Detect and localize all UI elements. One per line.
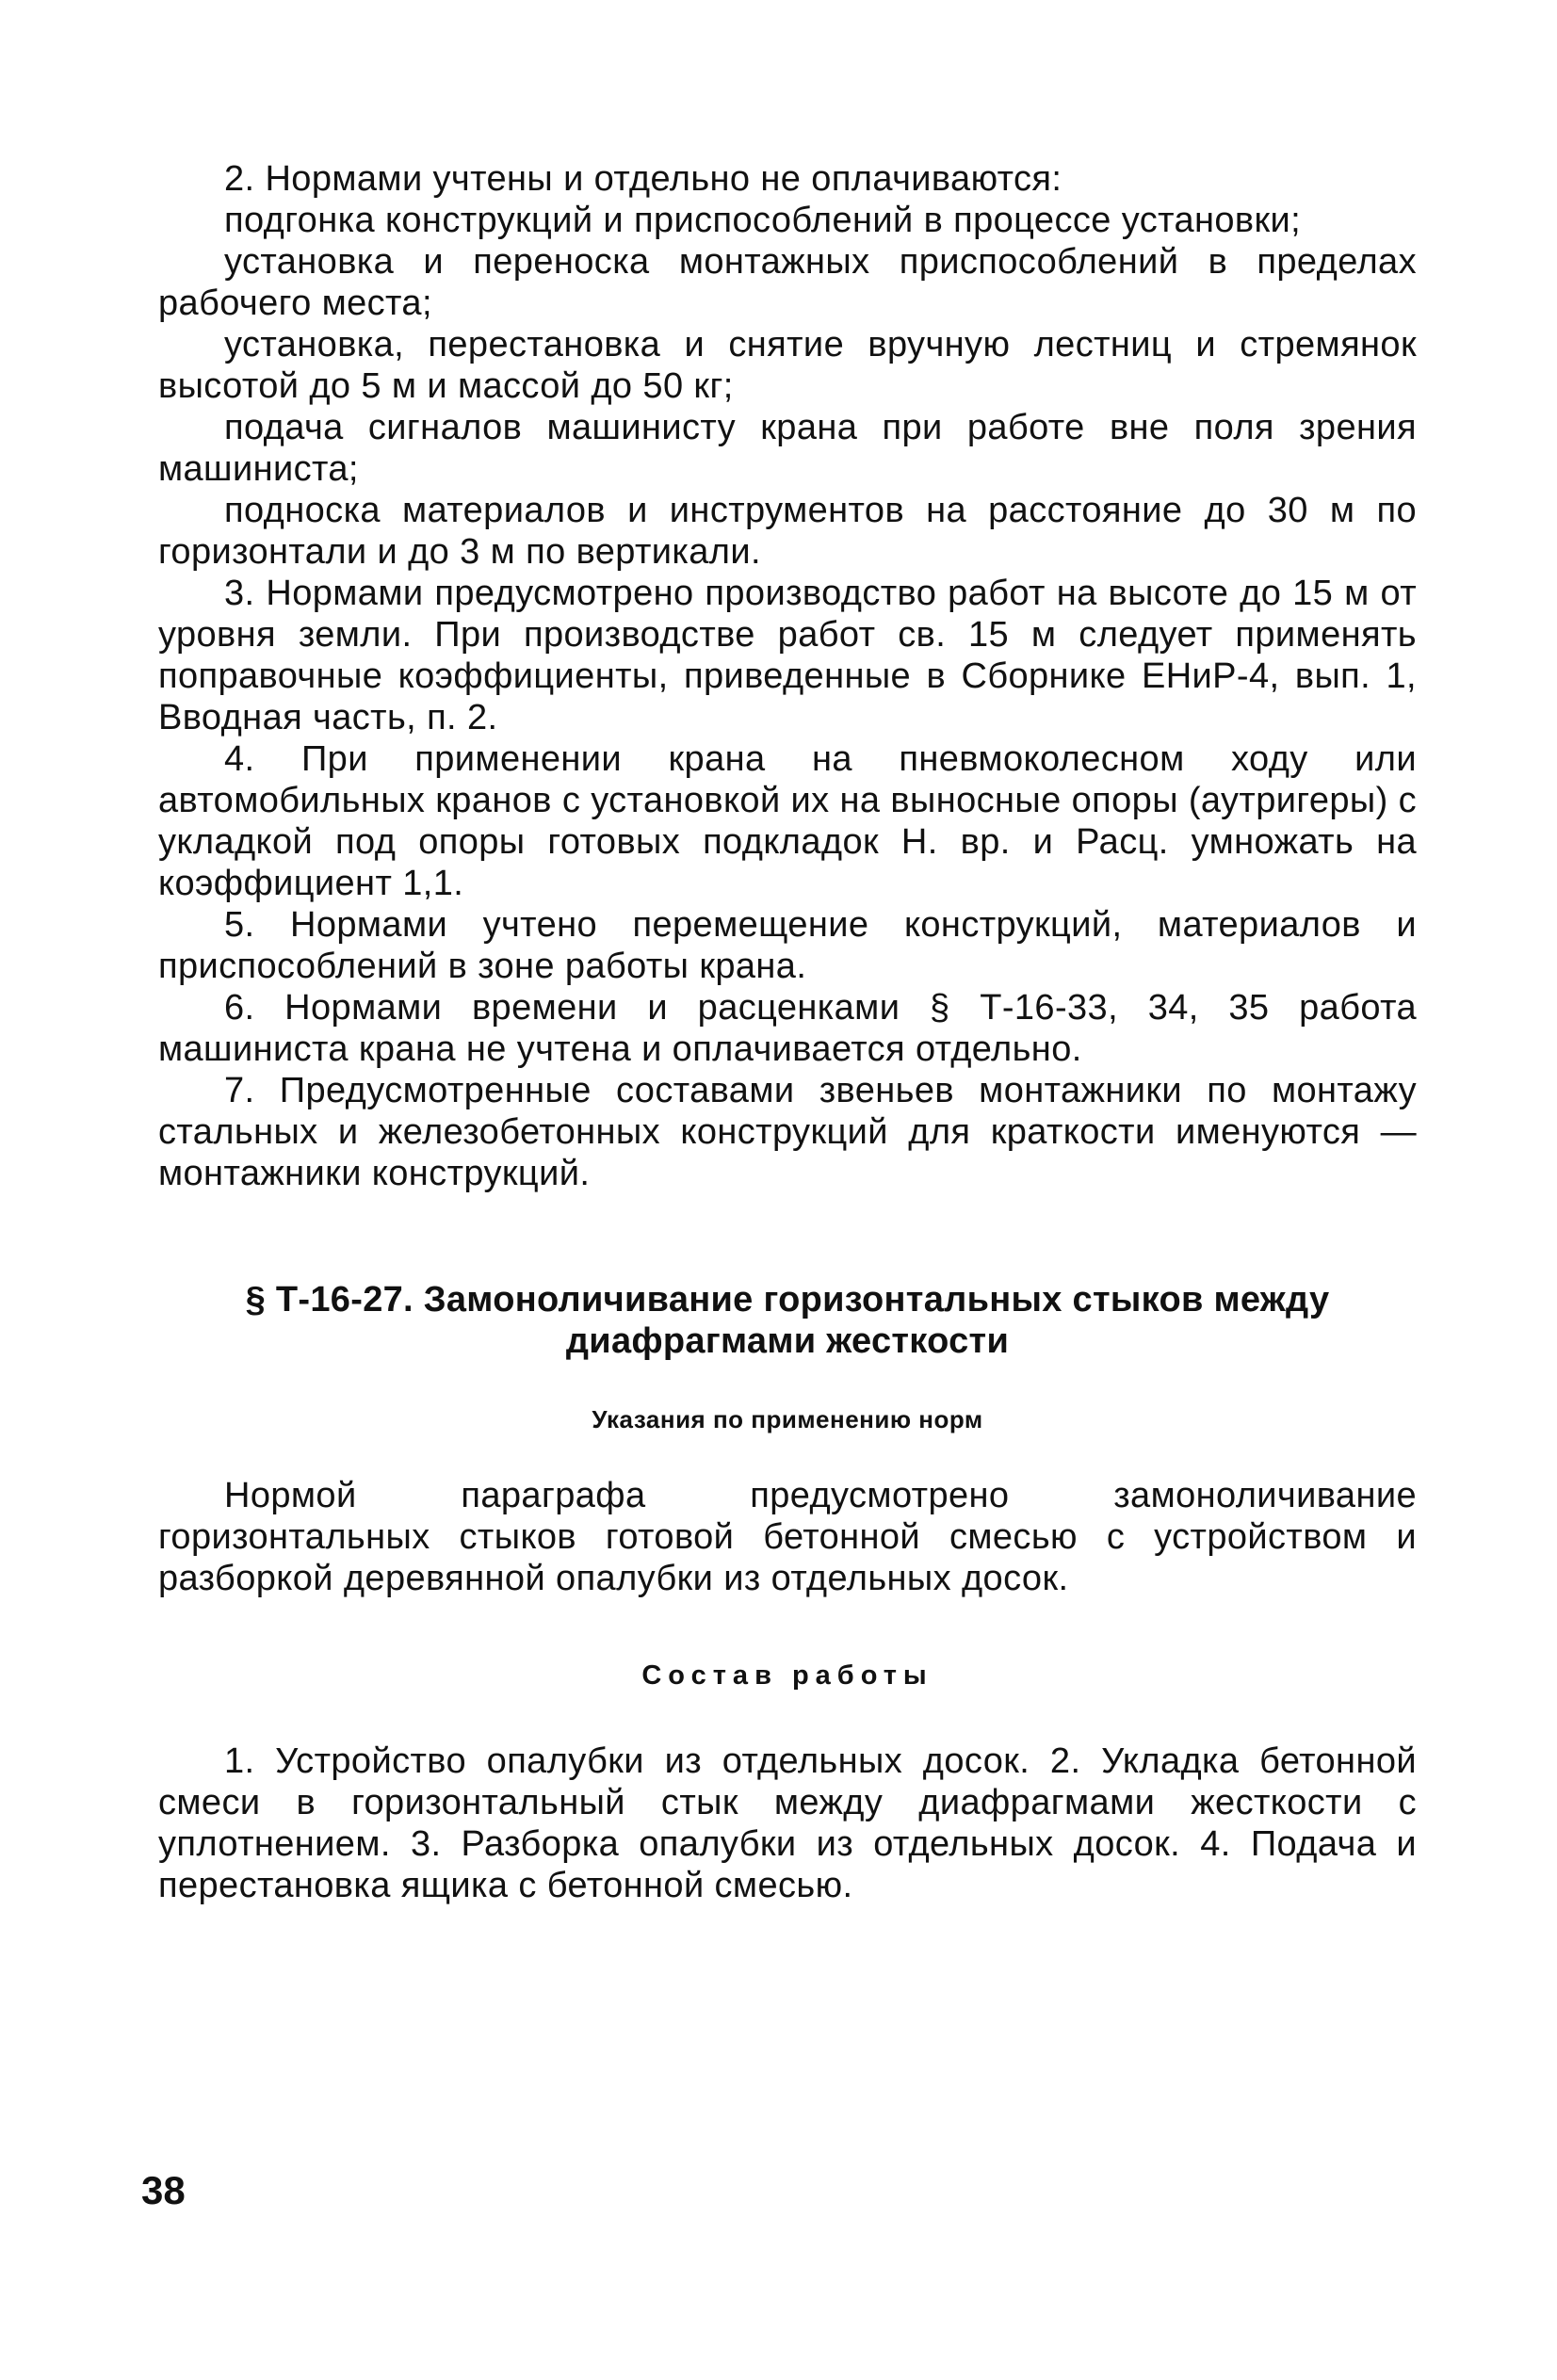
note-2-item-1: подгонка конструкций и приспособлений в процессе установки; [224,201,1302,240]
work-text: 1. Устройство опалубки из отдельных досок. 2. Укладка бетонной смеси в горизонтальный стык между диафрагмами жесткости с уплотнением. 3. Разборка опалубки из отдельных досок. 4. Подача и перестановка ящика с бетонной смесью. [158,1741,1417,1905]
section-title [158,1279,1417,1362]
document-page [158,158,1417,1906]
section-title-line-1: § Т-16-27. Замоноличивание горизонтальных стыков между [245,1280,1330,1320]
section-title-line-2: диафрагмами жесткости [565,1321,1010,1361]
note-5: 5. Нормами учтено перемещение конструкций, материалов и приспособлений в зоне работы крана. [158,905,1417,986]
guidelines-text: Нормой параграфа предусмотрено замоноличивание горизонтальных стыков готовой бетонной смесью с устройством и разборкой деревянной опалубки из отдельных досок. [158,1476,1417,1598]
page-number: 38 [141,2168,186,2212]
note-2-item-2: установка и переноска монтажных приспособлений в пределах рабочего места; [158,242,1417,323]
note-7: 7. Предусмотренные составами звеньев монтажники по монтажу стальных и железобетонных конструкций для краткости именуются — монтажники конструкций. [158,1071,1417,1193]
note-6: 6. Нормами времени и расценками § Т-16-33, 34, 35 работа машиниста крана не учтена и оплачивается отдельно. [158,988,1417,1069]
note-2-item-5: подноска материалов и инструментов на расстояние до 30 м по горизонтали и до 3 м по вертикали. [158,491,1417,572]
guidelines-heading: Указания по применению норм [592,1405,983,1433]
note-4: 4. При применении крана на пневмоколесном ходу или автомобильных кранов с установкой их на выносные опоры (аутригеры) с укладкой под опоры готовых подкладок Н. вр. и Расц. умножать на коэффициент 1,1. [158,739,1418,903]
note-2-item-4: подача сигналов машинисту крана при работе вне поля зрения машиниста; [158,408,1417,489]
note-2-item-3: установка, перестановка и снятие вручную лестниц и стремянок высотой до 5 м и массой до 50 кг; [158,325,1417,406]
work-heading: Состав работы [641,1660,933,1691]
note-3: 3. Нормами предусмотрено производство работ на высоте до 15 м от уровня земли. При производстве работ св. 15 м следует применять поправочные коэффициенты, приведенные в Сборнике ЕНиР-4, вып. 1, Вводная часть, п. 2. [158,574,1417,737]
note-2-title: 2. Нормами учтены и отдельно не оплачиваются: [224,159,1062,199]
